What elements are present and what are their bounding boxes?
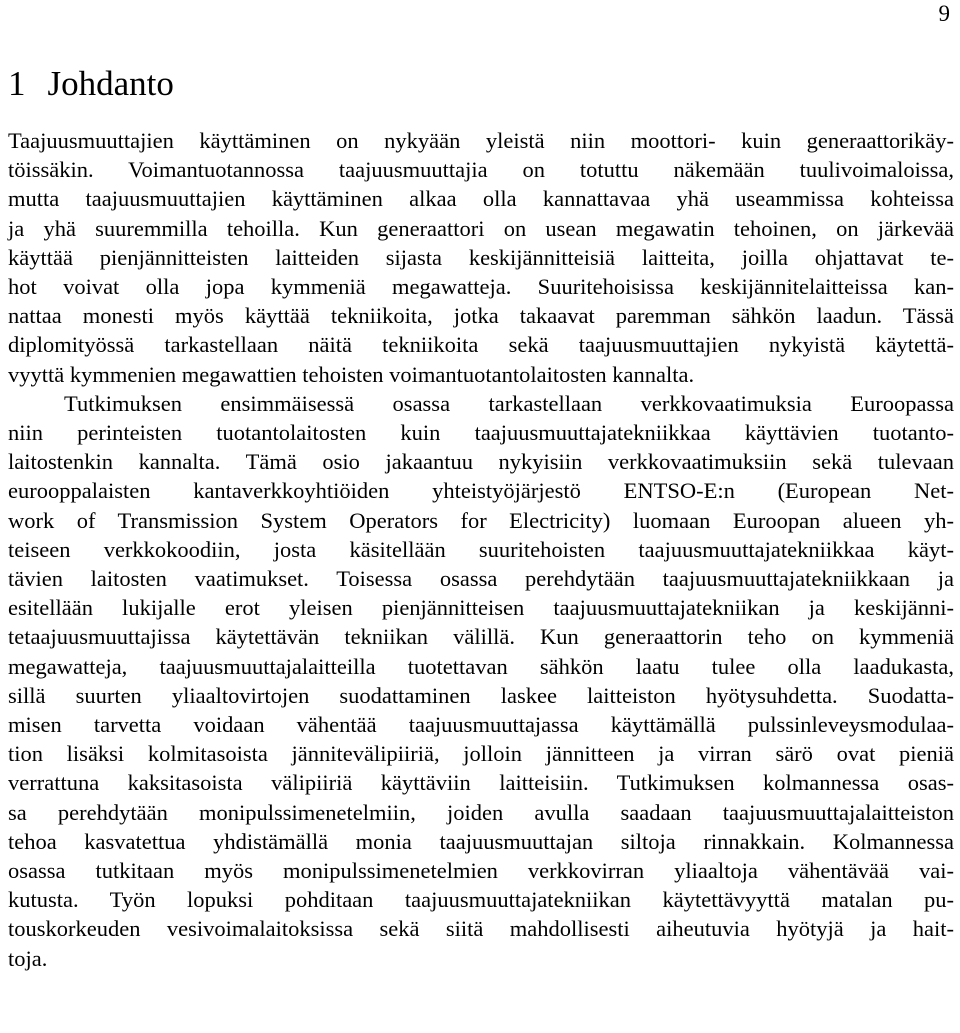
text-line: Tutkimuksen ensimmäisessä osassa tarkastellaan verkkovaatimuksia Euroopassa [64, 390, 954, 416]
text-line: Taajuusmuuttajien käyttäminen on nykyään yleistä niin moottori- kuin generaattorikäy- [8, 128, 954, 153]
text-line: work of Transmission System Operators for Electricity) luomaan Euroopan alueen yh- [8, 507, 954, 533]
text-line: mutta taajuusmuuttajien käyttäminen alkaa olla kannattavaa yhä useammissa kohteissa [8, 186, 954, 212]
text-line: sa perehdytään monipulssimenetelmiin, joiden avulla saadaan taajuusmuuttajalaitteiston [8, 799, 954, 825]
text-line: hot voivat olla jopa kymmeniä megawatteja. Suuritehoisissa keskijännitelaitteissa kan- [8, 274, 954, 300]
text-line: ja yhä suuremmilla tehoilla. Kun generaattori on usean megawatin tehoinen, on järkevää [8, 215, 954, 241]
body-text [8, 126, 954, 973]
text-line: verrattuna kaksitasoista välipiiriä käyttäviin laitteisiin. Tutkimuksen kolmannessa osas- [8, 770, 954, 796]
text-line: käyttää pienjännitteisten laitteiden sijasta keskijännitteisiä laitteita, joilla ohjattavat te- [8, 244, 954, 270]
text-line: vyyttä kymmenien megawattien tehoisten voimantuotantolaitosten kannalta. [8, 361, 695, 387]
chapter-heading [8, 64, 174, 104]
text-line: tion lisäksi kolmitasoista jännitevälipiiriä, jolloin jännitteen ja virran särö ovat pieniä [8, 741, 954, 767]
text-line: megawatteja, taajuusmuuttajalaitteilla tuotettavan sähkön laatu tulee olla laadukasta, [8, 653, 954, 679]
text-line: teiseen verkkokoodiin, josta käsitellään suuritehoisten taajuusmuuttajatekniikkaa käyt- [8, 536, 954, 562]
text-line: eurooppalaisten kantaverkkoyhtiöiden yhteistyöjärjestö ENTSO-E:n (European Net- [8, 478, 954, 504]
text-line: laitostenkin kannalta. Tämä osio jakaantuu nykyisiin verkkovaatimuksiin sekä tulevaan [8, 449, 954, 475]
text-line: misen tarvetta voidaan vähentää taajuusmuuttajassa käyttämällä pulssinleveysmodulaa- [8, 712, 954, 738]
text-line: niin perinteisten tuotantolaitosten kuin taajuusmuuttajatekniikkaa käyttävien tuotanto- [8, 420, 954, 446]
text-line: sillä suurten yliaaltovirtojen suodattaminen laskee laitteiston hyötysuhdetta. Suodatta- [8, 682, 954, 708]
text-line: tävien laitosten vaatimukset. Toisessa osassa perehdytään taajuusmuuttajatekniikkaan ja [8, 566, 954, 592]
text-line: osassa tutkitaan myös monipulssimenetelmien verkkovirran yliaaltoja vähentävää vai- [8, 858, 954, 884]
text-line: diplomityössä tarkastellaan näitä tekniikoita sekä taajuusmuuttajien nykyistä käytettä- [8, 332, 954, 358]
text-line: nattaa monesti myös käyttää tekniikoita, jotka takaavat paremman sähkön laadun. Tässä [8, 303, 954, 329]
page-number: 9 [938, 1, 950, 26]
chapter-title: Johdanto [47, 64, 174, 103]
text-line: töissäkin. Voimantuotannossa taajuusmuuttajia on totuttu näkemään tuulivoimaloissa, [8, 157, 954, 183]
text-line: toja. [8, 945, 48, 971]
text-line: esitellään lukijalle erot yleisen pienjännitteisen taajuusmuuttajatekniikan ja keskijänni- [8, 595, 954, 621]
text-line: touskorkeuden vesivoimalaitoksissa sekä siitä mahdollisesti aiheutuvia hyötyjä ja hait- [8, 916, 954, 942]
chapter-number: 1 [8, 64, 26, 103]
text-line: kutusta. Työn lopuksi pohditaan taajuusmuuttajatekniikan käytettävyyttä matalan pu- [8, 887, 954, 913]
text-line: tetaajuusmuuttajissa käytettävän tekniikan välillä. Kun generaattorin teho on kymmeniä [8, 624, 954, 650]
text-line: tehoa kasvatettua yhdistämällä monia taajuusmuuttajan siltoja rinnakkain. Kolmannessa [8, 828, 954, 854]
